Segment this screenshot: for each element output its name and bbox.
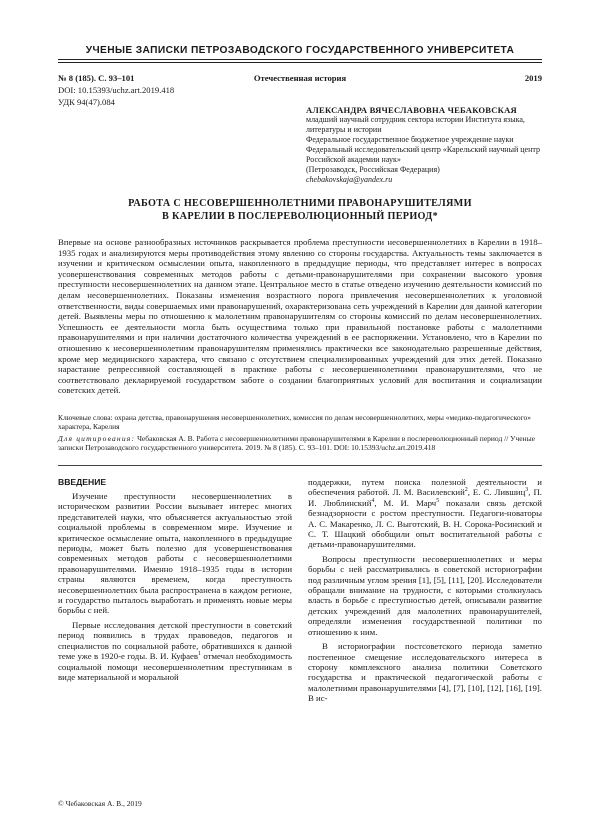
footnote-ref: 2 [464, 487, 468, 494]
section-name: Отечественная история [253, 73, 347, 83]
title-line-2: В КАРЕЛИИ В ПОСЛЕРЕВОЛЮЦИОННЫЙ ПЕРИОД* [162, 211, 438, 222]
author-organization: Федеральное государственное бюджетное учреждение науки Федеральный исследовательский центр «Карельский научный центр Российской академии наук» [306, 135, 540, 164]
article-title [60, 197, 540, 223]
issue-info: № 8 (185). С. 93–101 [58, 73, 135, 83]
citation-label: Для цитирования: [58, 434, 136, 443]
footnote-ref: 5 [436, 497, 440, 504]
paragraph: Изучение преступности несовершеннолетних в историческом развитии России вызывает интерес многих представителей науки, что объясняется актуальностью этой социальной проблемы в современном мире. Изучение и критическое осмысление опыта, накопленного в предыдущие периоды, может быть полезно для усовершенствования современных методов работы с несовершеннолетними правонарушителями. Именно 1918–1935 годы в истории страны являются временем, когда преступность несовершеннолетних была распространена в каждом регионе, и государство пыталось выработать и применять новые меры борьбы с ней. [58, 491, 292, 616]
citation-text: Чебаковская А. В. Работа с несовершеннолетними правонарушителями в Карелии в послереволюционный период // Ученые записки Петрозаводского государственного университета. 2019. № 8 (185). С. 93–101. DOI: 10.15393/uchz.art.2019.418 [58, 434, 535, 453]
doi: DOI: 10.15393/uchz.art.2019.418 [58, 85, 175, 95]
paragraph-text: отмечал необходимость социальной помощи несовершеннолетним преступникам в виде материальной и моральной [58, 651, 293, 682]
author-place: (Петрозаводск, Российская Федерация) [306, 165, 440, 174]
copyright: © Чебаковская А. В., 2019 [58, 799, 142, 808]
section-heading: ВВЕДЕНИЕ [58, 477, 107, 487]
paragraph-text: поддержки, путем поиска полезной деятельности и обеспечения работой. Л. М. Василевский [308, 477, 542, 498]
author-block [306, 105, 546, 185]
abstract-divider [58, 465, 542, 466]
author-name: АЛЕКСАНДРА ВЯЧЕСЛАВОВНА ЧЕБАКОВСКАЯ [306, 105, 517, 115]
keywords: Ключевые слова: охрана детства, правонарушения несовершеннолетних, комиссия по делам несовершеннолетних, меры «медико-педагогического» характера, Карелия [58, 413, 532, 432]
header-rule-bottom [58, 62, 542, 63]
author-position: младший научный сотрудник сектора истории Института языка, литературы и истории [306, 115, 525, 134]
paragraph [308, 477, 542, 550]
year: 2019 [524, 73, 542, 83]
paragraph: Вопросы преступности несовершеннолетних и меры борьбы с ней рассматривались в советской историографии под различным углом зрения [1], [5], [11], [20]. Исследователи обращали внимание на трудности, с которыми столкнулась власть в борьбе с преступностью детей, описывали развитие детских учреждений для малолетних правонарушителей, определяли изменения государственной политики по отношению к ним. [308, 553, 542, 637]
udk: УДК 94(47).084 [58, 97, 115, 107]
author-email[interactable]: chebakovskaja@yandex.ru [306, 175, 393, 184]
left-column [58, 491, 292, 682]
abstract: Впервые на основе разнообразных источников раскрывается проблема преступности несовершеннолетних в Карелии в 1918–1935 годах и анализируются меры противодействия этому явлению со стороны государства. Актуальность темы заключается в изучении и критическом осмыслении опыта, накопленного в предыдущие периоды, что представляет интерес в вопросах усовершенствования современных методов работы с детьми-правонарушителями при сохранении высокого уровня преступности несовершеннолетних на данном этапе. Центральное место в статье отведено изучению деятельности комиссий по делам несовершеннолетних. Показаны изменения возрастного порога привлечения несовершеннолетних к уголовной ответственности, виды совершаемых ими правонарушений, охарактеризована сеть учреждений в Карелии для данной категории детей. Выявлены меры по отношению к малолетним правонарушителям со стороны комиссий по делам несовершеннолетних. Успешность ее деятельности могла быть осуществима только при правильной постановке работы с малолетними правонарушителями и при наличии достаточного количества учреждений в ее распоряжении. Установлено, что в Карелии по отношению к несовершеннолетним правонарушителям применялись практически все законодательно разрешенные действия, кроме мер медицинского характера, что связано с отсутствием специализированных учреждений для этих детей. Показано нарастание репрессивной составляющей в практике работы с несовершеннолетними правонарушителями, что не соответствовало декларируемой государством заботе о создании благоприятных условий для воспитания и социализации советских детей. [58, 237, 542, 396]
paragraph-text: показали связь детской безнадзорности с ростом преступности. Педагоги-новаторы А. С. Макаренко, Л. С. Выготский, В. Н. Сорока-Росинский и С. Т. Шацкий обобщили опыт воспитательной работы с детьми-правонарушителями. [308, 497, 542, 550]
footnote-ref: 4 [371, 497, 375, 504]
journal-title: УЧЕНЫЕ ЗАПИСКИ ПЕТРОЗАВОДСКОГО ГОСУДАРСТВЕННОГО УНИВЕРСИТЕТА [85, 45, 515, 56]
footnote-ref: 1 [197, 651, 201, 658]
paragraph-text: , П. И. Люблинский [308, 487, 542, 508]
paragraph: В историографии постсоветского периода заметно постепенное смещение исследовательского интереса в сторону комплексного анализа политики Советского государства и практической педагогической работы с малолетними правонарушителями [4], [7], [10], [12], [16], [19]. В ис- [308, 641, 542, 704]
footnote-ref: 3 [525, 487, 529, 494]
header-rule-top [58, 59, 542, 60]
paragraph-text: , Е. С. Лившиц [467, 487, 526, 498]
paragraph-text: Первые исследования детской преступности в советский период появились в трудах правоведов, педагогов и специалистов по социальной работе, обратившихся к данной теме уже в 1920-е годы. В. И. Куфаев [58, 619, 292, 662]
title-line-1: РАБОТА С НЕСОВЕРШЕННОЛЕТНИМИ ПРАВОНАРУШИТЕЛЯМИ [128, 198, 472, 209]
paragraph [58, 620, 292, 682]
paragraph-text: , М. И. Марч [374, 497, 437, 508]
right-column [308, 477, 542, 704]
citation [58, 434, 542, 453]
